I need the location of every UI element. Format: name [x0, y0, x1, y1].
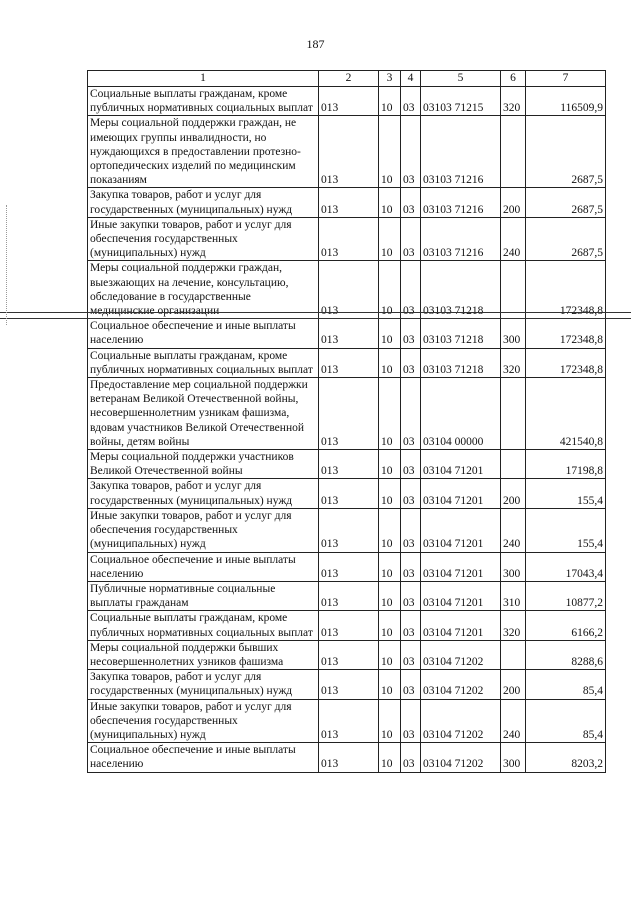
row-name: Иные закупки товаров, работ и услуг для обеспечения государственных (муниципальных) нужд: [88, 217, 319, 261]
table-row: [88, 87, 606, 116]
row-amount: 8203,2: [526, 743, 606, 772]
header-cell: 6: [501, 71, 526, 87]
scan-line-top: [0, 312, 631, 313]
header-cell: 2: [319, 71, 379, 87]
row-subsection: 03: [401, 508, 421, 552]
row-department: 013: [319, 611, 379, 640]
row-department: 013: [319, 743, 379, 772]
row-department: 013: [319, 188, 379, 217]
row-department: 013: [319, 450, 379, 479]
table-row: [88, 479, 606, 508]
row-target-article: 03104 71202: [421, 640, 501, 669]
row-expense-type: [501, 640, 526, 669]
row-expense-type: 200: [501, 670, 526, 699]
row-target-article: 03104 71201: [421, 479, 501, 508]
row-expense-type: 320: [501, 348, 526, 377]
row-subsection: 03: [401, 217, 421, 261]
row-subsection: 03: [401, 188, 421, 217]
row-expense-type: 320: [501, 87, 526, 116]
row-amount: 17043,4: [526, 552, 606, 581]
row-section: 10: [379, 479, 401, 508]
row-subsection: 03: [401, 640, 421, 669]
scan-line-bottom: [0, 318, 631, 319]
row-department: 013: [319, 640, 379, 669]
row-name: Публичные нормативные социальные выплаты гражданам: [88, 581, 319, 610]
table-row: [88, 508, 606, 552]
row-section: 10: [379, 217, 401, 261]
row-expense-type: 200: [501, 479, 526, 508]
row-expense-type: [501, 261, 526, 319]
row-subsection: 03: [401, 743, 421, 772]
row-name: Социальное обеспечение и иные выплаты населению: [88, 319, 319, 348]
table-row: [88, 319, 606, 348]
row-section: 10: [379, 87, 401, 116]
row-expense-type: 320: [501, 611, 526, 640]
row-target-article: 03104 71201: [421, 552, 501, 581]
row-name: Иные закупки товаров, работ и услуг для обеспечения государственных (муниципальных) нужд: [88, 508, 319, 552]
row-name: Социальное обеспечение и иные выплаты населению: [88, 743, 319, 772]
row-department: 013: [319, 508, 379, 552]
row-amount: 155,4: [526, 508, 606, 552]
row-amount: 85,4: [526, 670, 606, 699]
row-department: 013: [319, 217, 379, 261]
row-section: 10: [379, 348, 401, 377]
row-name: Закупка товаров, работ и услуг для государственных (муниципальных) нужд: [88, 670, 319, 699]
row-amount: 10877,2: [526, 581, 606, 610]
row-amount: 2687,5: [526, 188, 606, 217]
table-row: [88, 670, 606, 699]
row-target-article: 03103 71216: [421, 116, 501, 188]
row-target-article: 03103 71218: [421, 348, 501, 377]
row-name: Меры социальной поддержки участников Великой Отечественной войны: [88, 450, 319, 479]
row-subsection: 03: [401, 450, 421, 479]
row-target-article: 03103 71215: [421, 87, 501, 116]
row-expense-type: [501, 450, 526, 479]
row-expense-type: 310: [501, 581, 526, 610]
table-row: [88, 348, 606, 377]
row-target-article: 03104 71201: [421, 611, 501, 640]
budget-table: [87, 70, 606, 773]
row-amount: 172348,8: [526, 319, 606, 348]
row-department: 013: [319, 479, 379, 508]
row-section: 10: [379, 552, 401, 581]
table-row: [88, 611, 606, 640]
row-subsection: 03: [401, 552, 421, 581]
row-amount: 172348,8: [526, 261, 606, 319]
row-section: 10: [379, 319, 401, 348]
row-target-article: 03104 71202: [421, 743, 501, 772]
row-amount: 2687,5: [526, 116, 606, 188]
row-department: 013: [319, 378, 379, 450]
row-expense-type: [501, 116, 526, 188]
table-row: [88, 581, 606, 610]
row-department: 013: [319, 581, 379, 610]
row-amount: 6166,2: [526, 611, 606, 640]
row-department: 013: [319, 699, 379, 743]
row-department: 013: [319, 319, 379, 348]
table-row: [88, 378, 606, 450]
row-section: 10: [379, 378, 401, 450]
table-row: [88, 552, 606, 581]
row-department: 013: [319, 348, 379, 377]
binding-margin-mark: [6, 205, 8, 325]
row-target-article: 03104 71202: [421, 699, 501, 743]
row-subsection: 03: [401, 348, 421, 377]
header-cell: 7: [526, 71, 606, 87]
row-section: 10: [379, 450, 401, 479]
row-amount: 8288,6: [526, 640, 606, 669]
row-name: Иные закупки товаров, работ и услуг для обеспечения государственных (муниципальных) нужд: [88, 699, 319, 743]
table-header-row: [88, 71, 606, 87]
row-amount: 2687,5: [526, 217, 606, 261]
row-expense-type: 300: [501, 743, 526, 772]
row-target-article: 03104 71202: [421, 670, 501, 699]
row-subsection: 03: [401, 699, 421, 743]
row-subsection: 03: [401, 581, 421, 610]
row-name: Меры социальной поддержки бывших несовершеннолетних узников фашизма: [88, 640, 319, 669]
row-target-article: 03103 71218: [421, 261, 501, 319]
row-subsection: 03: [401, 479, 421, 508]
row-expense-type: 200: [501, 188, 526, 217]
row-name: Закупка товаров, работ и услуг для государственных (муниципальных) нужд: [88, 188, 319, 217]
row-name: Закупка товаров, работ и услуг для государственных (муниципальных) нужд: [88, 479, 319, 508]
row-subsection: 03: [401, 116, 421, 188]
row-target-article: 03103 71218: [421, 319, 501, 348]
row-target-article: 03104 00000: [421, 378, 501, 450]
row-expense-type: 300: [501, 319, 526, 348]
row-name: Предоставление мер социальной поддержки ветеранам Великой Отечественной войны, несовершеннолетним узникам фашизма, вдовам участников Великой Отечественной войны, детям войны: [88, 378, 319, 450]
row-expense-type: 240: [501, 699, 526, 743]
table-row: [88, 217, 606, 261]
row-section: 10: [379, 670, 401, 699]
table-row: [88, 261, 606, 319]
row-subsection: 03: [401, 670, 421, 699]
row-target-article: 03104 71201: [421, 581, 501, 610]
table-row: [88, 743, 606, 772]
row-expense-type: [501, 378, 526, 450]
row-amount: 155,4: [526, 479, 606, 508]
row-department: 013: [319, 116, 379, 188]
row-amount: 421540,8: [526, 378, 606, 450]
row-section: 10: [379, 508, 401, 552]
row-subsection: 03: [401, 378, 421, 450]
table-row: [88, 699, 606, 743]
row-department: 013: [319, 87, 379, 116]
row-amount: 116509,9: [526, 87, 606, 116]
table-row: [88, 640, 606, 669]
row-subsection: 03: [401, 87, 421, 116]
row-subsection: 03: [401, 261, 421, 319]
header-cell: 4: [401, 71, 421, 87]
row-amount: 17198,8: [526, 450, 606, 479]
row-name: Социальные выплаты гражданам, кроме публичных нормативных социальных выплат: [88, 611, 319, 640]
row-section: 10: [379, 640, 401, 669]
header-cell: 3: [379, 71, 401, 87]
row-amount: 172348,8: [526, 348, 606, 377]
page-number: 187: [306, 37, 325, 51]
row-subsection: 03: [401, 611, 421, 640]
table-row: [88, 188, 606, 217]
row-name: Социальные выплаты гражданам, кроме публичных нормативных социальных выплат: [88, 87, 319, 116]
row-section: 10: [379, 581, 401, 610]
row-amount: 85,4: [526, 699, 606, 743]
header-cell: 1: [88, 71, 319, 87]
row-target-article: 03104 71201: [421, 508, 501, 552]
row-name: Социальные выплаты гражданам, кроме публичных нормативных социальных выплат: [88, 348, 319, 377]
row-section: 10: [379, 699, 401, 743]
row-target-article: 03104 71201: [421, 450, 501, 479]
table-row: [88, 116, 606, 188]
row-department: 013: [319, 261, 379, 319]
row-section: 10: [379, 116, 401, 188]
row-expense-type: 240: [501, 508, 526, 552]
row-target-article: 03103 71216: [421, 188, 501, 217]
row-name: Меры социальной поддержки граждан, выезжающих на лечение, консультацию, обследование в государственные медицинские организации: [88, 261, 319, 319]
row-section: 10: [379, 611, 401, 640]
row-name: Социальное обеспечение и иные выплаты населению: [88, 552, 319, 581]
table-row: [88, 450, 606, 479]
row-section: 10: [379, 188, 401, 217]
row-section: 10: [379, 743, 401, 772]
row-target-article: 03103 71216: [421, 217, 501, 261]
row-name: Меры социальной поддержки граждан, не имеющих группы инвалидности, но нуждающихся в предоставлении протезно-ортопедических изделий по медицинским показаниям: [88, 116, 319, 188]
header-cell: 5: [421, 71, 501, 87]
row-expense-type: 240: [501, 217, 526, 261]
row-expense-type: 300: [501, 552, 526, 581]
row-section: 10: [379, 261, 401, 319]
row-subsection: 03: [401, 319, 421, 348]
row-department: 013: [319, 552, 379, 581]
row-department: 013: [319, 670, 379, 699]
